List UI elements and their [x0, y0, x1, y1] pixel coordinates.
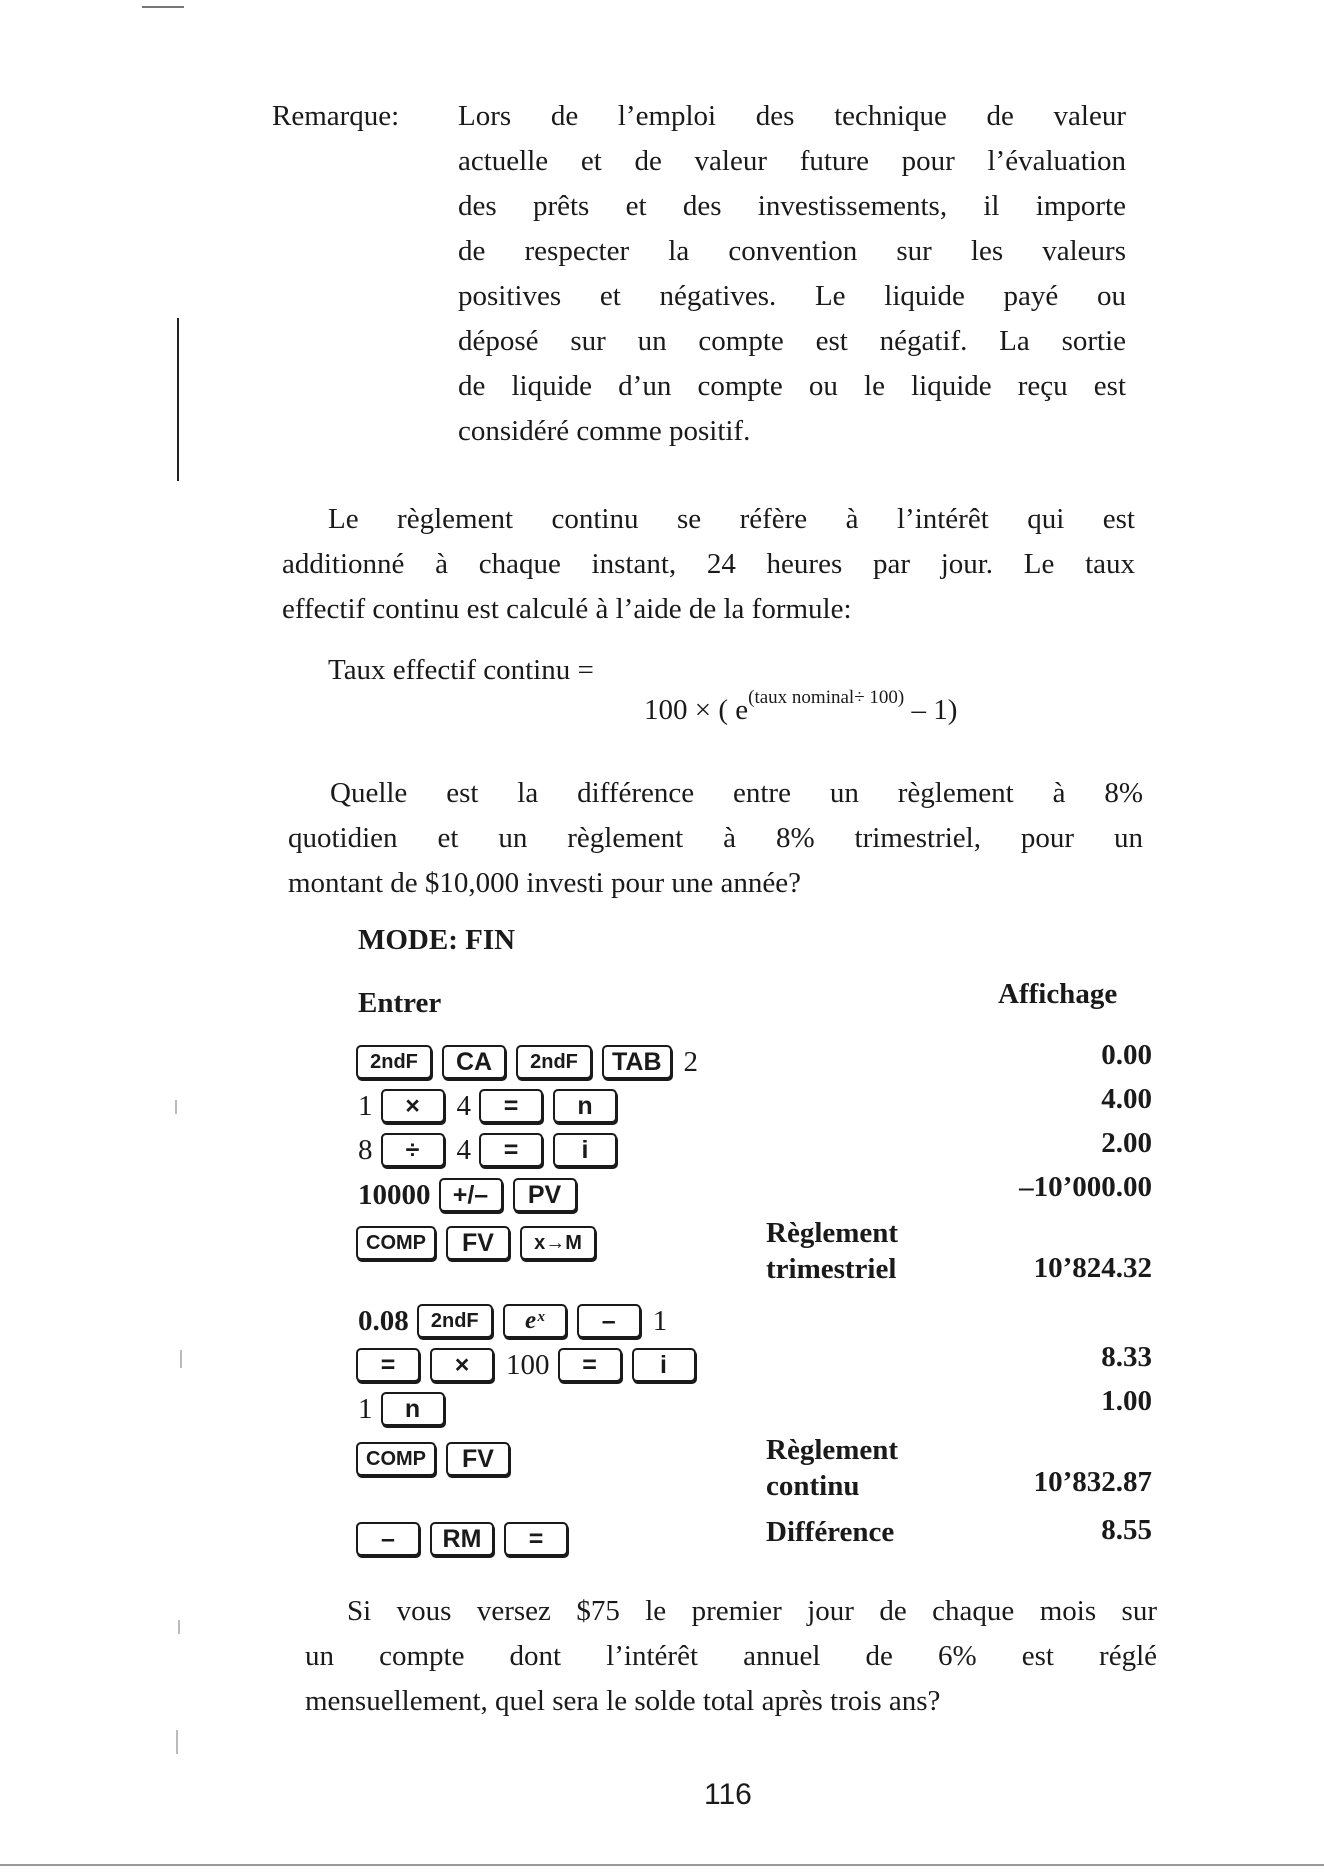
entry-value: 4	[456, 1133, 471, 1166]
margin-speck	[175, 1100, 177, 1114]
remark-line: positives et négatives. Le liquide payé ou	[458, 280, 1126, 312]
display-value: 1.00	[1101, 1385, 1152, 1417]
result-note	[766, 1215, 898, 1287]
entry-value: 0.08	[358, 1304, 409, 1337]
n-key: n	[381, 1392, 445, 1426]
equals-key: =	[479, 1089, 543, 1123]
multiply-key: ×	[430, 1348, 494, 1382]
multiply-key: ×	[381, 1089, 445, 1123]
2ndf-key: 2ndF	[516, 1045, 592, 1079]
formula-exponent: (taux nominal÷ 100)	[748, 687, 905, 708]
fv-key: FV	[446, 1226, 510, 1260]
i-key: i	[632, 1348, 696, 1382]
bottom-rule	[0, 1864, 1324, 1866]
paragraph-line: additionné à chaque instant, 24 heures par jour. Le taux	[282, 548, 1135, 580]
remark-label: Remarque:	[272, 100, 400, 132]
display-value: 10’824.32	[1033, 1252, 1152, 1284]
entry-value: 100	[506, 1348, 550, 1381]
result-note-line: trimestriel	[766, 1253, 897, 1285]
entry-value: 1	[652, 1304, 668, 1337]
equals-key: =	[504, 1522, 568, 1556]
display-value: –10’000.00	[1019, 1171, 1152, 1203]
question-line: Si vous versez $75 le premier jour de chaque mois sur	[347, 1595, 1157, 1627]
margin-speck	[178, 1620, 180, 1634]
entry-value: 10000	[358, 1178, 431, 1211]
display-value: 4.00	[1101, 1083, 1152, 1115]
pv-key: PV	[513, 1178, 577, 1212]
column-header-display: Affichage	[998, 978, 1118, 1010]
fv-key: FV	[446, 1442, 510, 1476]
result-note-line: Règlement	[766, 1434, 899, 1466]
keystroke-row	[356, 1129, 627, 1171]
margin-speck	[176, 1730, 178, 1754]
display-value: 8.33	[1101, 1341, 1152, 1373]
question-2	[305, 1589, 1157, 1724]
display-value: 8.55	[1101, 1514, 1152, 1546]
question-line: mensuellement, quel sera le solde total après trois ans?	[305, 1685, 941, 1717]
remark-line: des prêts et des investissements, il importe	[458, 190, 1126, 222]
n-key: n	[553, 1089, 617, 1123]
keystroke-row	[356, 1300, 675, 1342]
question-line: Quelle est la différence entre un règlement à 8%	[330, 777, 1143, 809]
entry-value: 4	[456, 1089, 471, 1122]
margin-change-bar	[177, 318, 179, 481]
keystroke-row	[356, 1344, 706, 1386]
page-number: 116	[704, 1778, 752, 1811]
formula-suffix: – 1)	[904, 694, 958, 726]
paragraph-line: Le règlement continu se réfère à l’intérêt qui est	[328, 503, 1135, 535]
margin-speck	[180, 1350, 182, 1368]
remark-line: Lors de l’emploi des technique de valeur	[458, 100, 1126, 132]
paragraph-line: effectif continu est calculé à l’aide de la formule:	[282, 593, 852, 625]
entry-value: 8	[358, 1133, 373, 1166]
divide-key: ÷	[381, 1133, 445, 1167]
remark-line: actuelle et de valeur future pour l’évaluation	[458, 145, 1126, 177]
entry-value: 1	[358, 1089, 373, 1122]
x-to-m-key: x→M	[520, 1226, 596, 1260]
formula-label: Taux effectif continu =	[328, 654, 594, 686]
remark-line: déposé sur un compte est négatif. La sortie	[458, 325, 1126, 357]
result-note	[766, 1514, 894, 1550]
comp-key: COMP	[356, 1442, 436, 1476]
result-note-line: Différence	[766, 1516, 895, 1548]
keystroke-row	[356, 1518, 578, 1560]
question-1	[288, 771, 1143, 906]
remark-text	[458, 94, 1126, 454]
sign-change-key: +/–	[439, 1178, 503, 1212]
keystroke-row	[356, 1041, 706, 1083]
equals-key: =	[558, 1348, 622, 1382]
display-value: 0.00	[1101, 1039, 1152, 1071]
corner-rule	[142, 6, 184, 8]
equals-key: =	[356, 1348, 420, 1382]
keystroke-row	[356, 1388, 455, 1430]
display-value: 10’832.87	[1033, 1466, 1152, 1498]
tab-key: TAB	[602, 1045, 672, 1079]
keystroke-row	[356, 1438, 520, 1480]
ca-key: CA	[442, 1045, 506, 1079]
formula-prefix: 100 × ( e	[644, 694, 749, 726]
formula-expression	[644, 687, 958, 727]
2ndf-key: 2ndF	[417, 1304, 493, 1338]
result-note-line: continu	[766, 1470, 860, 1502]
result-note-line: Règlement	[766, 1217, 899, 1249]
display-value: 2.00	[1101, 1127, 1152, 1159]
result-note	[766, 1432, 898, 1504]
minus-key: –	[577, 1304, 641, 1338]
remark-line: de liquide d’un compte ou le liquide reçu est	[458, 370, 1126, 402]
entry-value: 1	[358, 1392, 373, 1425]
comp-key: COMP	[356, 1226, 436, 1260]
keystroke-row	[356, 1085, 627, 1127]
i-key: i	[553, 1133, 617, 1167]
remark-line: de respecter la convention sur les valeurs	[458, 235, 1126, 267]
e-power-x-key: eˣ	[503, 1304, 567, 1338]
keystroke-row	[356, 1222, 606, 1264]
question-line: un compte dont l’intérêt annuel de 6% est réglé	[305, 1640, 1157, 1672]
continuous-paragraph	[282, 497, 1135, 632]
rm-key: RM	[430, 1522, 494, 1556]
column-header-enter: Entrer	[358, 987, 442, 1019]
minus-key: –	[356, 1522, 420, 1556]
question-line: quotidien et un règlement à 8% trimestriel, pour un	[288, 822, 1143, 854]
mode-label: MODE: FIN	[358, 924, 516, 956]
keystroke-row	[356, 1174, 587, 1216]
entry-value: 2	[683, 1045, 699, 1078]
remark-line: considéré comme positif.	[458, 415, 751, 447]
equals-key: =	[479, 1133, 543, 1167]
question-line: montant de $10,000 investi pour une année?	[288, 867, 802, 899]
2ndf-key: 2ndF	[356, 1045, 432, 1079]
